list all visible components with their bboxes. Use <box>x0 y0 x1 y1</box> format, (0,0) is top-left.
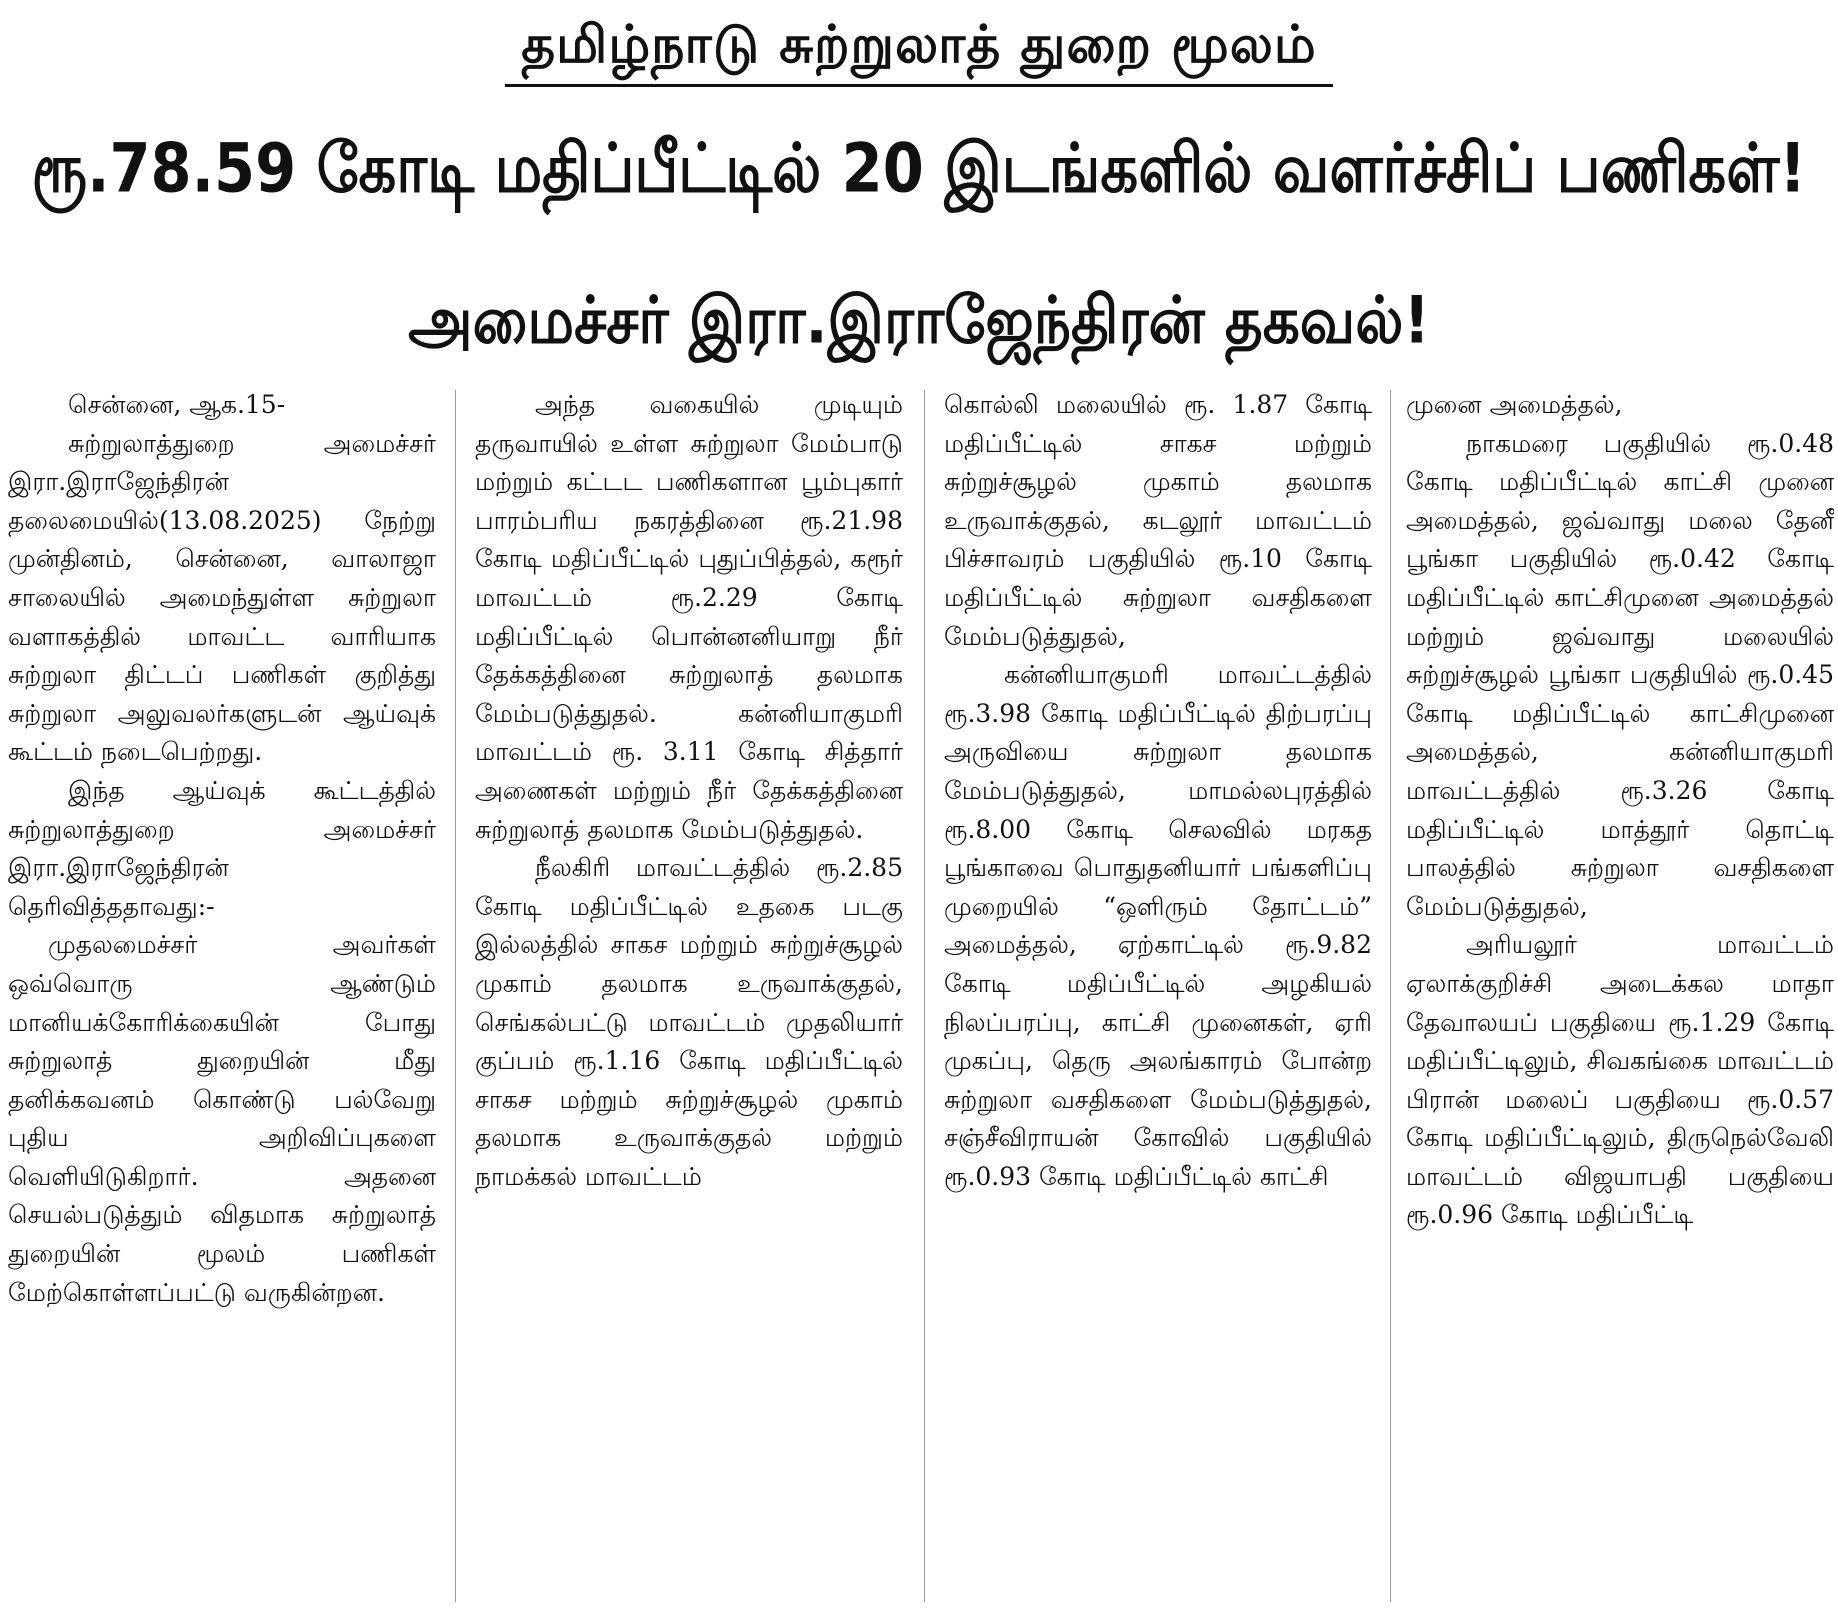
column-divider <box>924 390 925 1602</box>
dateline: சென்னை, ஆக.15- <box>68 390 286 419</box>
kicker-line: தமிழ்நாடு சுற்றுலாத் துறை மூலம் <box>505 14 1332 87</box>
body-paragraph: முனை அமைத்தல், <box>1406 390 1623 419</box>
article-column-4 <box>1406 386 1834 1606</box>
body-paragraph: நாகமரை பகுதியில் ரூ.0.48 கோடி மதிப்பீட்டில் காட்சி முனை அமைத்தல், ஜவ்வாது மலை தேனீ பூங்கா பகுதியில் ரூ.0.42 கோடி மதிப்பீட்டில் காட்சிமுனை அமைத்தல் மற்றும் ஜவ்வாது மலையில் சுற்றுச்சூழல் பூங்கா பகுதியில் ரூ.0.45 கோடி மதிப்பீட்டில் காட்சிமுனை அமைத்தல், கன்னியாகுமரி மாவட்டத்தில் ரூ.3.26 கோடி மதிப்பீட்டில் மாத்தூர் தொட்டி பாலத்தில் சுற்றுலா வசதிகளை மேம்படுத்துதல், <box>1406 428 1834 921</box>
subheadline: அமைச்சர் இரா.இராஜேந்திரன் தகவல்! <box>408 282 1430 359</box>
body-paragraph: அரியலூர் மாவட்டம் ஏலாக்குறிச்சி அடைக்கல மாதா தேவாலயப் பகுதியை ரூ.1.29 கோடி மதிப்பீட்டிலும், சிவகங்கை மாவட்டம் பிரான் மலைப் பகுதியை ரூ.0.57 கோடி மதிப்பீட்டிலும், திருநெல்வேலி மாவட்டம் விஜயாபதி பகுதியை ரூ.0.96 கோடி மதிப்பீட்டி <box>1406 930 1834 1230</box>
article-column-2 <box>475 386 903 1606</box>
body-paragraph: நீலகிரி மாவட்டத்தில் ரூ.2.85 கோடி மதிப்பீட்டில் உதகை படகு இல்லத்தில் சாகச மற்றும் சுற்றுச்சூழல் முகாம் தலமாக உருவாக்குதல், செங்கல்பட்டு மாவட்டம் முதலியார் குப்பம் ரூ.1.16 கோடி மதிப்பீட்டில் சாகச மற்றும் சுற்றுச்சூழல் முகாம் தலமாக உருவாக்குதல் மற்றும் நாமக்கல் மாவட்டம் <box>475 853 903 1191</box>
body-paragraph: கொல்லி மலையில் ரூ. 1.87 கோடி மதிப்பீட்டில் சாகச மற்றும் சுற்றுச்சூழல் முகாம் தலமாக உருவாக்குதல், கடலூர் மாவட்டம் பிச்சாவரம் பகுதியில் ரூ.10 கோடி மதிப்பீட்டில் சுற்றுலா வசதிகளை மேம்படுத்துதல், <box>944 390 1372 651</box>
column-divider <box>1390 390 1391 1602</box>
body-paragraph: இந்த ஆய்வுக் கூட்டத்தில் சுற்றுலாத்துறை அமைச்சர் இரா.இராஜேந்திரன் தெரிவித்ததாவது:- <box>8 775 436 921</box>
body-paragraph: கன்னியாகுமரி மாவட்டத்தில் ரூ.3.98 கோடி மதிப்பீட்டில் திற்பரப்பு அருவியை சுற்றுலா தலமாக மேம்படுத்துதல், மாமல்லபுரத்தில் ரூ.8.00 கோடி செலவில் மரகத பூங்காவை பொதுதனியார் பங்களிப்பு முறையில் “ஒளிரும் தோட்டம்” அமைத்தல், ஏற்காட்டில் ரூ.9.82 கோடி மதிப்பீட்டில் அழகியல் நிலப்பரப்பு, காட்சி முனைகள், ஏரி முகப்பு, தெரு அலங்காரம் போன்ற சுற்றுலா வசதிகளை மேம்படுத்துதல், சஞ்சீவிராயன் கோவில் பகுதியில் ரூ.0.93 கோடி மதிப்பீட்டில் காட்சி <box>944 660 1372 1191</box>
body-paragraph: சுற்றுலாத்துறை அமைச்சர் இரா.இராஜேந்திரன் தலைமையில்(13.08.2025) நேற்று முன்தினம், சென்னை, வாலாஜா சாலையில் அமைந்துள்ள சுற்றுலா வளாகத்தில் மாவட்ட வாரியாக சுற்றுலா திட்டப் பணிகள் குறித்து சுற்றுலா அலுவலர்களுடன் ஆய்வுக் கூட்டம் நடைபெற்றது. <box>8 428 436 767</box>
body-paragraph: முதலமைச்சர் அவர்கள் ஒவ்வொரு ஆண்டும் மானியக்கோரிக்கையின் போது சுற்றுலாத் துறையின் மீது தனிக்கவனம் கொண்டு பல்வேறு புதிய அறிவிப்புகளை வெளியிடுகிறார். அதனை செயல்படுத்தும் விதமாக சுற்றுலாத் துறையின் மூலம் பணிகள் மேற்கொள்ளப்பட்டு வருகின்றன. <box>8 930 436 1307</box>
article-column-1 <box>8 386 436 1606</box>
article-column-3 <box>944 386 1372 1606</box>
kicker-wrapper <box>0 14 1838 87</box>
body-paragraph: அந்த வகையில் முடியும் தருவாயில் உள்ள சுற்றுலா மேம்பாடு மற்றும் கட்டட பணிகளான பூம்புகார் பாரம்பரிய நகரத்தினை ரூ.21.98 கோடி மதிப்பீட்டில் புதுப்பித்தல், கரூர் மாவட்டம் ரூ.2.29 கோடி மதிப்பீட்டில் பொன்னனியாறு நீர் தேக்கத்தினை சுற்றுலாத் தலமாக மேம்படுத்துதல். கன்னியாகுமரி மாவட்டம் ரூ. 3.11 கோடி சித்தார் அணைகள் மற்றும் நீர் தேக்கத்தினை சுற்றுலாத் தலமாக மேம்படுத்துதல். <box>475 390 903 844</box>
headline: ரூ.78.59 கோடி மதிப்பீட்டில் 20 இடங்களில் வளர்ச்சிப் பணிகள்! <box>31 128 1807 208</box>
column-divider <box>455 390 456 1602</box>
